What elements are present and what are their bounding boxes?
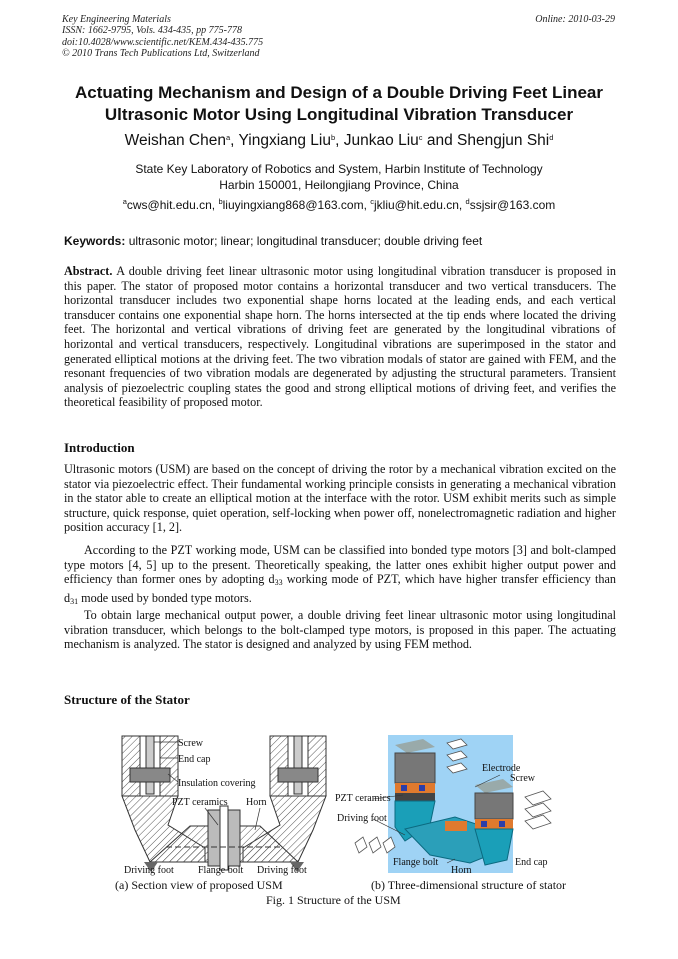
email-link[interactable]: cws@hit.edu.cn — [126, 198, 212, 212]
electrode-plates-right — [525, 791, 551, 829]
author: Weishan Chen$^a$, — [124, 132, 239, 149]
doi-line: doi:10.4028/www.scientific.net/KEM.434-435.775 — [62, 36, 264, 48]
issn-line: ISSN: 1662-9795, Vols. 434-435, pp 775-778 — [62, 25, 242, 37]
label-flange-bolt: Flange bolt — [198, 865, 244, 876]
section-view-figure — [110, 730, 340, 880]
structure-heading: Structure of the Stator — [64, 692, 190, 707]
keywords-text: ultrasonic motor; linear; longitudinal transducer; double driving feet — [128, 234, 483, 248]
online-date: Online: 2010-03-29 — [535, 14, 615, 25]
caption-a: (a) Section view of proposed USM — [115, 878, 283, 892]
keywords-label: Keywords: — [64, 234, 126, 248]
email-link[interactable]: jkliu@hit.edu.cn — [373, 198, 459, 212]
stator-3d-figure — [335, 735, 565, 875]
abstract-label: Abstract. — [64, 264, 113, 278]
label-horn-b: Horn — [451, 865, 472, 875]
label-driving-foot-left: Driving foot — [124, 865, 174, 876]
paper-title — [40, 82, 638, 126]
caption-b: (b) Three-dimensional structure of stator — [371, 878, 567, 892]
abstract-text: A double driving feet linear ultrasonic motor using longitudinal vibration transducer is proposed in this paper. The stator of proposed motor contains a horizontal transducer and two vertical transducers. The horizontal transducer includes two exponential shape horns located at the leading ends, and each vertical transducer contains one exponential shape horn. The horns intersected at the tip ends where located the driving feet. The horizontal and vertical vibrations of driving feet are generated by the longitudinal vibrations of horizontal and vertical transducers, respectively. Longitudinal vibrations are superimposed in the stator and generated elliptical motions at the driving feet. The two vibration modals of stator are gained with FEM, and the resonant frequencies of two vibration modals are degenerated by adjusting the structural parameters. Transient analysis of piezoelectric coupling states the good and strong elliptical motions of driving feet, and verifies the theoretical feasibility of proposed motor. — [64, 264, 617, 410]
journal-name: Key Engineering Materials — [62, 14, 171, 25]
intro-paragraph-1: Ultrasonic motors (USM) are based on the concept of driving the rotor by a mechanical vibration excited on the stator via piezoelectric effect. Their fundamental working principle consists in generating a mechanical vibration in the stator able to create an elliptical motion at the interface with the rotor. USM exhibit merits such as simple structure, quick response, quiet operation, self-locking when power off, nonelectromagnetic radiation and higher position accuracy [1, 2]. — [64, 462, 616, 535]
author-list — [40, 132, 638, 150]
journal-header — [62, 14, 263, 59]
label-pzt: PZT ceramics — [172, 797, 228, 808]
label-horn: Horn — [246, 797, 267, 808]
label-screw-b: Screw — [510, 773, 535, 784]
email-list: $^a$cws@hit.edu.cn, $^b$liuyingxiang868@163.com, $^c$jkliu@hit.edu.cn, $^d$ssjsir@163.com — [122, 197, 556, 212]
figure-caption: Fig. 1 Structure of the USM — [266, 893, 401, 907]
author: Shengjun Shi$^d$ — [457, 132, 554, 149]
intro-paragraph-3: To obtain large mechanical output power, a double driving feet linear ultrasonic motor using longitudinal vibration transducer, which belongs to the bolt-clamped type motors, is proposed in this paper. The actuating mechanism is analyzed. The stator is designed and analyzed by using FEM method. — [64, 608, 616, 652]
author: Yingxiang Liu$^b$, — [238, 132, 344, 149]
label-insulation: Insulation covering — [178, 778, 256, 789]
affiliation-line-2: Harbin 150001, Heilongjiang Province, China — [219, 178, 459, 192]
electrode-plates-left — [447, 739, 467, 773]
intro-heading: Introduction — [64, 440, 135, 455]
electrode-plates-center — [355, 837, 395, 853]
abstract — [64, 264, 616, 410]
label-screw: Screw — [178, 738, 203, 749]
intro-paragraph-2: According to the PZT working mode, USM can be classified into bonded type motors [3] and bolt-clamped type motors [4, 5] up to the present. Theoretically speaking, the latter ones exhibit higher output power and efficiency than former ones by adopting $d_{33}$ working mode of PZT, which have higher transfer efficiency than $d_{31}$ mode used by bonded type motors. — [64, 543, 616, 606]
affiliation — [40, 161, 638, 193]
affiliation-line-1: State Key Laboratory of Robotics and System, Harbin Institute of Technology — [135, 162, 543, 176]
label-electrode: Electrode — [482, 763, 521, 774]
title-line-1: Actuating Mechanism and Design of a Double Driving Feet Linear — [74, 83, 604, 102]
label-driving-foot-b: Driving foot — [337, 813, 387, 824]
label-end-cap-b: End cap — [515, 857, 548, 868]
email-link[interactable]: ssjsir@163.com — [469, 198, 556, 212]
label-driving-foot-right: Driving foot — [257, 865, 307, 876]
keywords — [64, 234, 616, 248]
label-pzt-b: PZT ceramics — [335, 793, 391, 804]
label-flange-bolt-b: Flange bolt — [393, 857, 439, 868]
title-line-2: Ultrasonic Motor Using Longitudinal Vibration Transducer — [104, 105, 574, 124]
author: Junkao Liu$^c$ and — [343, 132, 458, 149]
email-link[interactable]: liuyingxiang868@163.com — [222, 198, 364, 212]
stator-center-pzt — [445, 821, 467, 831]
copyright-line: © 2010 Trans Tech Publications Ltd, Switzerland — [62, 47, 260, 59]
label-end-cap: End cap — [178, 754, 211, 765]
